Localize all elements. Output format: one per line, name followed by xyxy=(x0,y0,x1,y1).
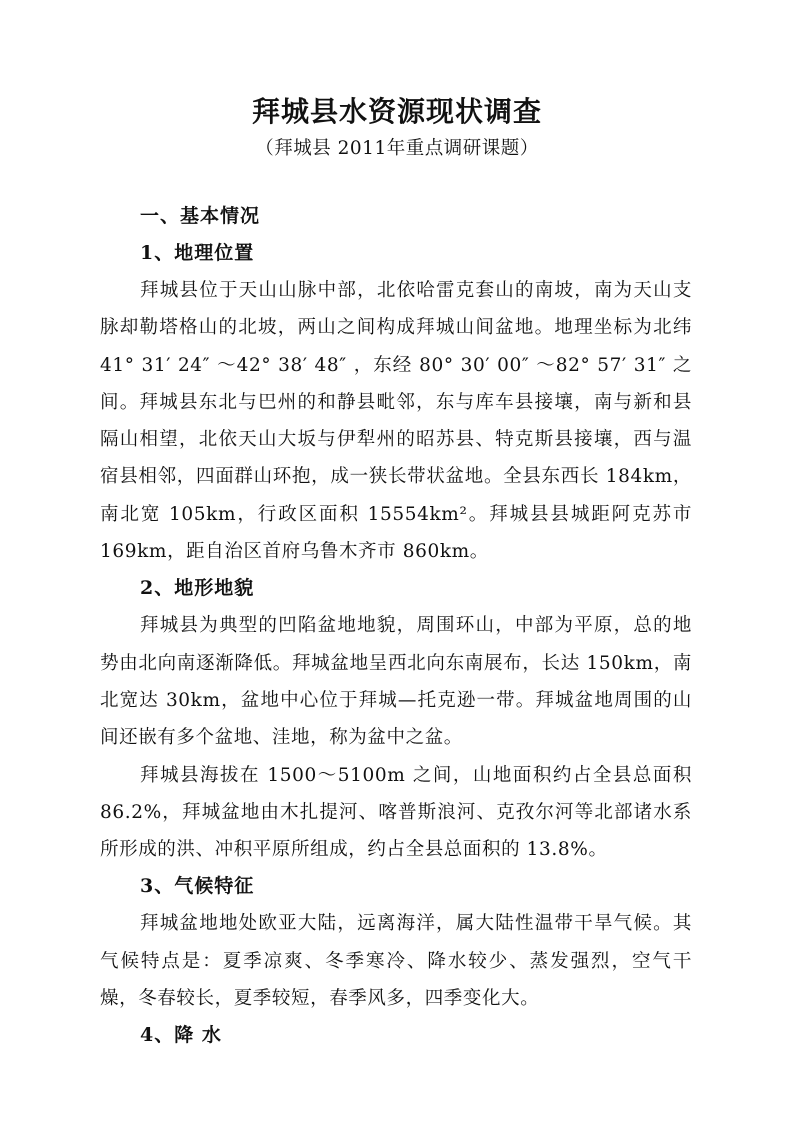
subsection-heading-climate: 3、气候特征 xyxy=(140,875,255,898)
paragraph-geography: 拜城县位于天山山脉中部，北依哈雷克套山的南坡，南为天山支脉却勒塔格山的北坡，两山之间构成拜城山间盆地。地理坐标为北纬 41° 31′ 24″ ～42° 38′ 48″ ，东经 80° 30′ 00″ ～82° 57′ 31″ 之间。拜城县东北与巴州的和静县毗邻，东与库车县接壤，南与新和县隔山相望，北依天山大坂与伊犁州的昭苏县、特克斯县接壤，西与温宿县相邻，四面群山环抱，成一狭长带状盆地。全县东西长 184km，南北宽 105km，行政区面积 15554km²。拜城县县城距阿克苏市 169km，距自治区首府乌鲁木齐市 860km。 xyxy=(100,280,692,563)
document-body xyxy=(100,196,692,1054)
paragraph-terrain-2: 拜城县海拔在 1500～5100m 之间，山地面积约占全县总面积 86.2%，拜城盆地由木扎提河、喀普斯浪河、克孜尔河等北部诸水系所形成的洪、冲积平原所组成，约占全县总面积的 13.8%。 xyxy=(100,764,692,861)
paragraph-climate: 拜城盆地地处欧亚大陆，远离海洋，属大陆性温带干旱气候。其气候特点是：夏季凉爽、冬季寒冷、降水较少、蒸发强烈，空气干燥，冬春较长，夏季较短，春季风多，四季变化大。 xyxy=(100,913,692,1010)
section-heading-basic-info: 一、基本情况 xyxy=(140,205,261,227)
subsection-heading-geography: 1、地理位置 xyxy=(140,242,255,264)
document-subtitle: （拜城县 2011年重点调研课题） xyxy=(255,138,539,159)
document-title: 拜城县水资源现状调查 xyxy=(251,95,542,128)
subsection-heading-terrain: 2、地形地貌 xyxy=(140,577,255,600)
subsection-heading-precipitation: 4、降 水 xyxy=(140,1024,222,1047)
paragraph-terrain-1: 拜城县为典型的凹陷盆地地貌，周围环山，中部为平原，总的地势由北向南逐渐降低。拜城盆地呈西北向东南展布，长达 150km，南北宽达 30km，盆地中心位于拜城—托克逊一带。拜城盆地周围的山间还嵌有多个盆地、洼地，称为盆中之盆。 xyxy=(100,615,692,749)
